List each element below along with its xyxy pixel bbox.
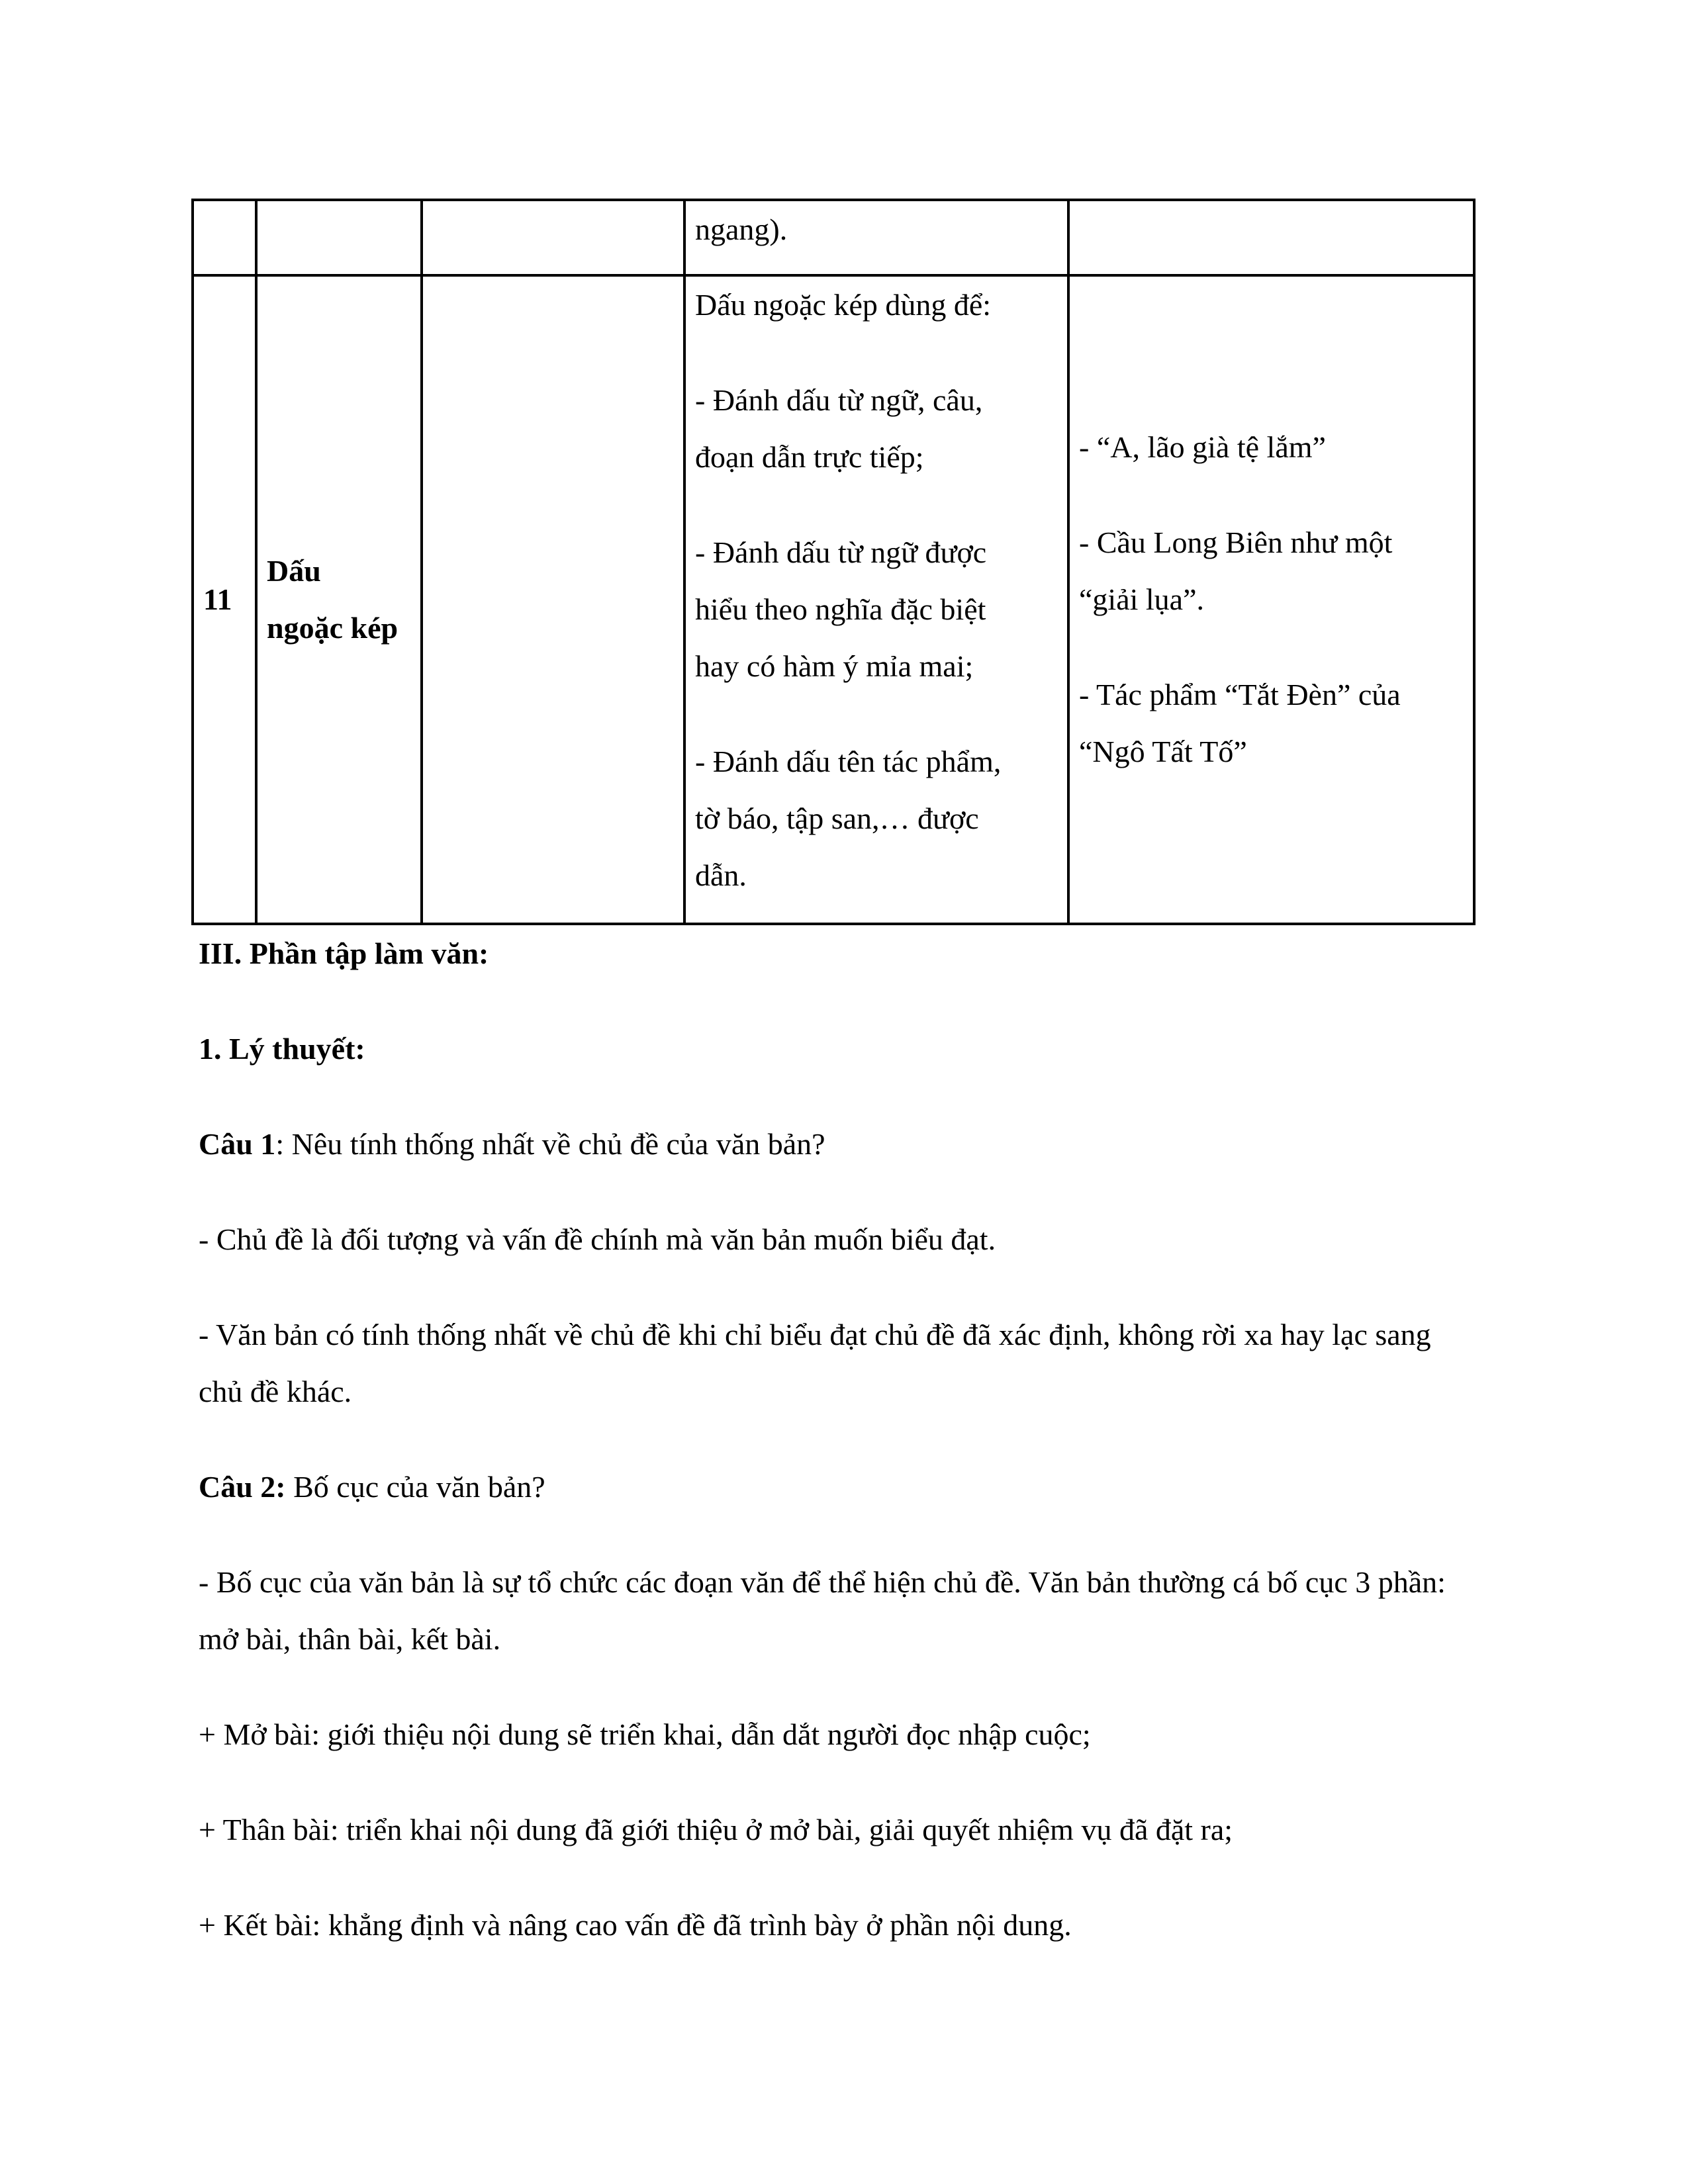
section-subheading: 1. Lý thuyết:	[199, 1032, 365, 1066]
question-text: : Nêu tính thống nhất về chủ đề của văn bản?	[275, 1127, 825, 1161]
blank-cell	[422, 275, 684, 924]
example-line: - Tác phẩm “Tắt Đèn” của	[1079, 678, 1401, 711]
table-row	[193, 275, 1474, 924]
answer-paragraph: + Thân bài: triển khai nội dung đã giới thiệu ở mở bài, giải quyết nhiệm vụ đã đặt ra;	[199, 1813, 1233, 1846]
usage-line: tờ báo, tập san,… được	[695, 801, 979, 835]
question-label: Câu 1	[199, 1127, 276, 1161]
answer-paragraph: - Văn bản có tính thống nhất về chủ đề khi chỉ biểu đạt chủ đề đã xác định, không rời xa hay lạc sang chủ đề khác.	[199, 1318, 1431, 1408]
usage-cell: ngang).	[684, 200, 1068, 275]
usage-line: dẫn.	[695, 858, 747, 892]
question-1	[199, 1116, 1476, 1173]
example-line: - “A, lão già tệ lắm”	[1079, 430, 1326, 464]
usage-line: - Đánh dấu từ ngữ được	[695, 535, 987, 569]
example-line: “giải lụa”.	[1079, 582, 1205, 616]
section-heading: III. Phần tập làm văn:	[199, 936, 489, 970]
question-2	[199, 1459, 1476, 1516]
punctuation-name-line: Dấu	[267, 554, 321, 588]
answer-paragraph: - Bố cục của văn bản là sự tổ chức các đoạn văn để thể hiện chủ đề. Văn bản thường cá bố cục 3 phần: mở bài, thân bài, kết bài.	[199, 1565, 1446, 1656]
table-row	[193, 200, 1474, 275]
usage-line: hiểu theo nghĩa đặc biệt	[695, 592, 986, 626]
punctuation-table	[191, 199, 1476, 925]
example-cell	[1068, 275, 1474, 924]
section-body	[199, 925, 1476, 1992]
punctuation-name-line: ngoặc kép	[267, 611, 399, 645]
punctuation-name-cell	[256, 275, 422, 924]
example-item	[1079, 514, 1464, 628]
usage-cell	[684, 275, 1068, 924]
answer-paragraph: - Chủ đề là đối tượng và vấn đề chính mà văn bản muốn biểu đạt.	[199, 1222, 996, 1256]
question-text: Bố cục của văn bản?	[285, 1470, 545, 1504]
usage-item	[695, 372, 1058, 486]
usage-line: - Đánh dấu từ ngữ, câu,	[695, 383, 983, 417]
example-item	[1079, 419, 1464, 476]
usage-line: hay có hàm ý mỉa mai;	[695, 649, 974, 683]
usage-intro: Dấu ngoặc kép dùng để:	[695, 288, 992, 322]
row-number-cell	[193, 200, 256, 275]
example-line: “Ngô Tất Tố”	[1079, 735, 1247, 768]
answer-paragraph: + Mở bài: giới thiệu nội dung sẽ triển khai, dẫn dắt người đọc nhập cuộc;	[199, 1717, 1091, 1751]
answer-paragraph: + Kết bài: khẳng định và nâng cao vấn đề đã trình bày ở phần nội dung.	[199, 1908, 1072, 1942]
example-cell	[1068, 200, 1474, 275]
blank-cell	[422, 200, 684, 275]
example-item	[1079, 666, 1464, 780]
usage-line: - Đánh dấu tên tác phẩm,	[695, 745, 1002, 778]
example-line: - Cầu Long Biên như một	[1079, 525, 1393, 559]
usage-line: đoạn dẫn trực tiếp;	[695, 440, 924, 474]
question-label: Câu 2:	[199, 1470, 286, 1504]
row-number-cell: 11	[193, 275, 256, 924]
punctuation-name-cell	[256, 200, 422, 275]
usage-item	[695, 733, 1058, 904]
usage-item	[695, 524, 1058, 695]
